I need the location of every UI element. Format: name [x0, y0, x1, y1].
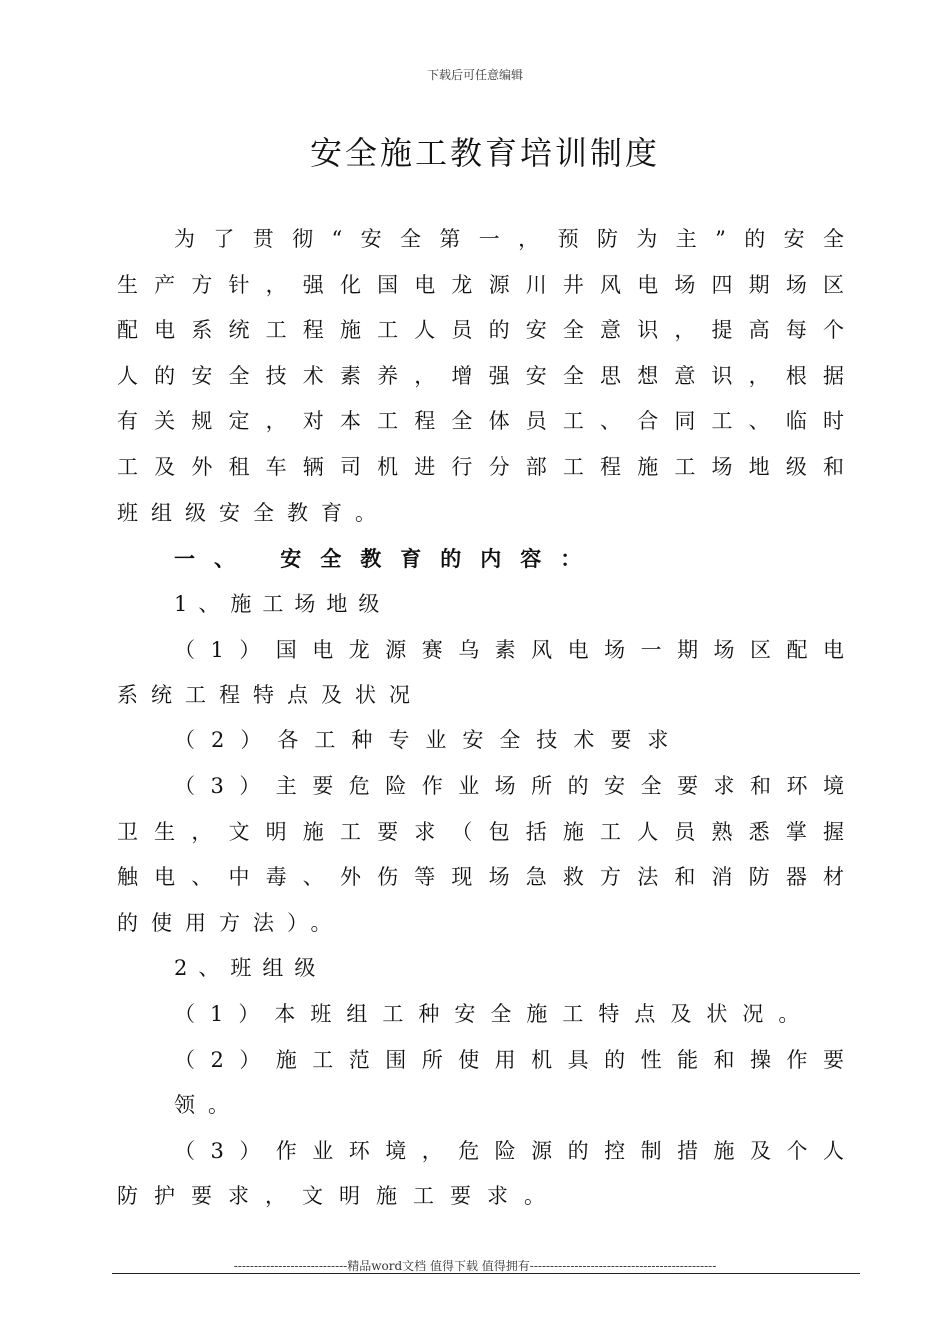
paragraph-line: 有关规定，对本工程全体员工、合同工、临时: [117, 409, 844, 433]
list-item-line: （1）本班组工种安全施工特点及状况。: [174, 1002, 815, 1026]
paragraph-line: 人的安全技术素养，增强安全思想意识，根据: [117, 364, 844, 388]
list-item-line: （1）国电龙源赛乌素风电场一期场区配电: [174, 638, 844, 662]
list-item-line: 触电、中毒、外伤等现场急救方法和消防器材: [117, 865, 844, 889]
paragraph-line: 工及外租车辆司机进行分部工程施工场地级和: [117, 455, 844, 479]
list-item-line: 系统工程特点及状况: [117, 683, 423, 707]
section-heading: 一、 安全教育的内容：: [174, 546, 601, 571]
list-item-line: （3）作业环境，危险源的控制措施及个人: [174, 1139, 844, 1163]
subsection-heading: 1、施工场地级: [174, 592, 391, 616]
list-item-line: 的使用方法）。: [117, 911, 345, 935]
list-item-line: 卫生，文明施工要求（包括施工人员熟悉掌握: [117, 820, 844, 844]
page-footer: ----------------------------精品word文档 值得下载 值得拥有----------------------------------------------: [233, 1259, 717, 1273]
paragraph-line: 配电系统工程施工人员的安全意识，提高每个: [117, 318, 844, 342]
paragraph-line: 班组级安全教育。: [117, 501, 389, 525]
paragraph-line: 为了贯彻“安全第一，预防为主”的安全: [174, 227, 844, 251]
list-item-line: 防护要求，文明施工要求。: [117, 1184, 561, 1208]
page-header: 下载后可任意编辑: [426, 68, 523, 82]
list-item-line: 领。: [174, 1093, 242, 1117]
list-item-line: （2）施工范围所使用机具的性能和操作要: [174, 1048, 844, 1072]
list-item-line: （3）主要危险作业场所的安全要求和环境: [174, 774, 844, 798]
document-title: 安全施工教育培训制度: [309, 134, 660, 172]
subsection-heading: 2、班组级: [174, 956, 327, 980]
footer-divider: [112, 1273, 860, 1274]
list-item-line: （2）各工种专业安全技术要求: [174, 728, 685, 752]
paragraph-line: 生产方针，强化国电龙源川井风电场四期场区: [117, 273, 844, 297]
